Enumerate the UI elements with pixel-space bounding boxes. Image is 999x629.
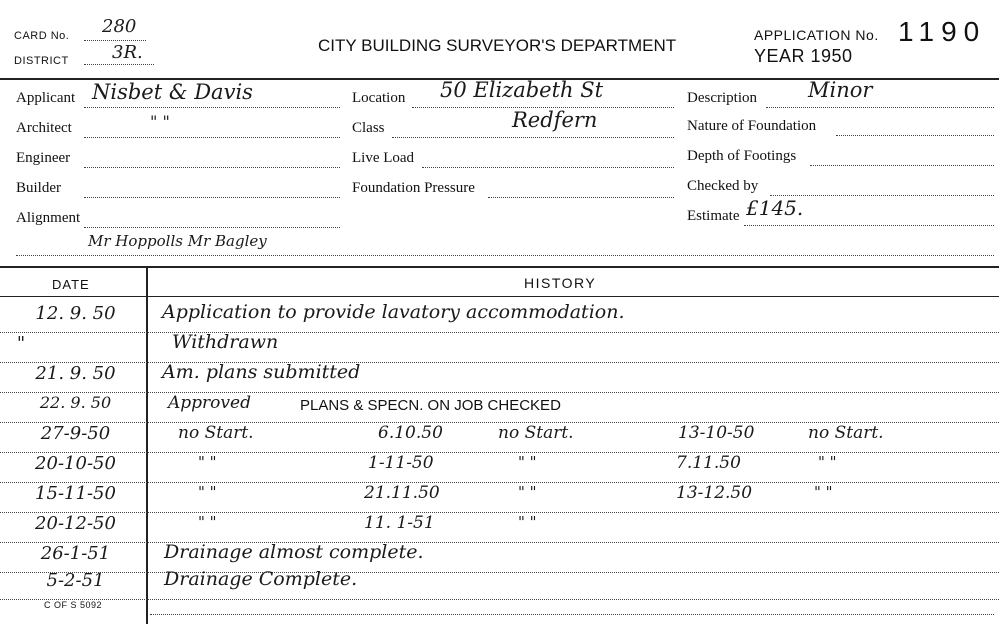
history-entry: Drainage almost complete.	[164, 541, 424, 563]
history-entry-status-2: " "	[518, 453, 537, 471]
history-row	[0, 303, 999, 333]
history-row	[0, 453, 999, 483]
history-row	[0, 543, 999, 573]
history-top-divider	[0, 266, 999, 268]
nature-foundation-line	[836, 135, 994, 136]
class-line	[392, 137, 674, 138]
depth-footings-label: Depth of Footings	[687, 148, 797, 164]
history-entry: Drainage Complete.	[164, 568, 358, 590]
checked-by-label: Checked by	[687, 178, 759, 194]
footer-rule	[150, 614, 994, 615]
date-header: DATE	[52, 277, 90, 292]
names-line: Mr Hoppolls Mr Bagley	[88, 232, 267, 250]
description-line	[766, 107, 994, 108]
history-entry: Withdrawn	[172, 331, 279, 353]
form-code: C OF S 5092	[44, 600, 103, 610]
history-row	[0, 570, 999, 600]
card-no-label: CARD No.	[14, 30, 70, 42]
history-date: 12. 9. 50	[35, 303, 116, 324]
depth-footings-line	[810, 165, 994, 166]
builder-line	[84, 197, 340, 198]
year-label: YEAR 1950	[754, 46, 853, 66]
row-rule	[0, 599, 999, 600]
alignment-line	[84, 227, 340, 228]
history-row	[0, 363, 999, 393]
history-date: 22. 9. 50	[39, 393, 112, 412]
applicant-label: Applicant	[16, 90, 76, 106]
history-entry-status-2: no Start.	[498, 423, 574, 443]
history-entry: Approved	[168, 393, 251, 413]
history-entry-date-2: 1-11-50	[368, 453, 434, 473]
history-row	[0, 393, 999, 423]
history-row	[0, 423, 999, 453]
history-entry: no Start.	[178, 423, 254, 443]
history-entry-date-2: 11. 1-51	[364, 513, 435, 533]
history-entry-status-3: no Start.	[808, 423, 884, 443]
history-date: 15-11-50	[35, 483, 116, 504]
history-entry-date-3: 7.11.50	[676, 453, 741, 473]
names-rule	[16, 255, 994, 256]
nature-foundation-label: Nature of Foundation	[687, 118, 817, 134]
applicant-line	[84, 107, 340, 108]
applicant-value: Nisbet & Davis	[92, 80, 253, 104]
architect-line	[84, 137, 340, 138]
district-line	[84, 64, 154, 65]
foundation-pressure-line	[488, 197, 674, 198]
history-entry: " "	[198, 483, 217, 501]
history-entry-status-3: " "	[814, 483, 833, 501]
foundation-pressure-label: Foundation Pressure	[352, 180, 475, 196]
history-row	[0, 483, 999, 513]
history-date: 27-9-50	[40, 423, 111, 444]
architect-value: " "	[150, 112, 170, 131]
application-no-label: APPLICATION No.	[754, 27, 879, 43]
history-header: HISTORY	[524, 275, 597, 291]
location-label: Location	[352, 90, 406, 106]
engineer-label: Engineer	[16, 150, 71, 166]
approval-stamp: PLANS & SPECN. ON JOB CHECKED	[300, 397, 561, 414]
estimate-label: Estimate	[687, 208, 740, 224]
district-value: 3R.	[112, 42, 143, 63]
history-header-divider	[0, 296, 999, 297]
history-date: 20-10-50	[35, 453, 116, 474]
location-value: 50 Elizabeth St	[440, 78, 604, 102]
history-entry-date-2: 6.10.50	[378, 423, 443, 443]
history-date: 21. 9. 50	[35, 363, 116, 384]
alignment-label: Alignment	[16, 210, 81, 226]
class-value: Redfern	[512, 108, 598, 132]
history-entry: " "	[198, 453, 217, 471]
builder-label: Builder	[16, 180, 61, 196]
history-entry: Am. plans submitted	[162, 361, 361, 383]
history-entry: Application to provide lavatory accommodation.	[162, 301, 625, 323]
history-entry-date-2: 21.11.50	[364, 483, 440, 503]
card-no-value: 280	[102, 16, 137, 37]
description-label: Description	[687, 90, 757, 106]
architect-label: Architect	[16, 120, 72, 136]
application-no-value: 1190	[898, 16, 987, 47]
engineer-line	[84, 167, 340, 168]
history-entry-date-3: 13-10-50	[678, 423, 755, 443]
estimate-value: £145.	[746, 196, 804, 220]
card-no-line	[84, 40, 146, 41]
history-row	[0, 333, 999, 363]
history-entry-status-2: " "	[518, 513, 537, 531]
district-label: DISTRICT	[14, 55, 69, 67]
checked-by-line	[770, 195, 994, 196]
history-date: "	[16, 333, 26, 354]
history-entry-status-2: " "	[518, 483, 537, 501]
history-row	[0, 513, 999, 543]
live-load-line	[422, 167, 674, 168]
history-date: 20-12-50	[35, 513, 116, 534]
history-entry-date-3: 13-12.50	[676, 483, 753, 503]
department-title: CITY BUILDING SURVEYOR'S DEPARTMENT	[318, 36, 677, 55]
history-date: 5-2-51	[46, 570, 105, 591]
description-value: Minor	[808, 78, 873, 102]
history-entry: " "	[198, 513, 217, 531]
estimate-line	[744, 225, 994, 226]
history-entry-status-3: " "	[818, 453, 837, 471]
live-load-label: Live Load	[352, 150, 415, 166]
history-date: 26-1-51	[40, 543, 111, 564]
class-label: Class	[352, 120, 385, 136]
